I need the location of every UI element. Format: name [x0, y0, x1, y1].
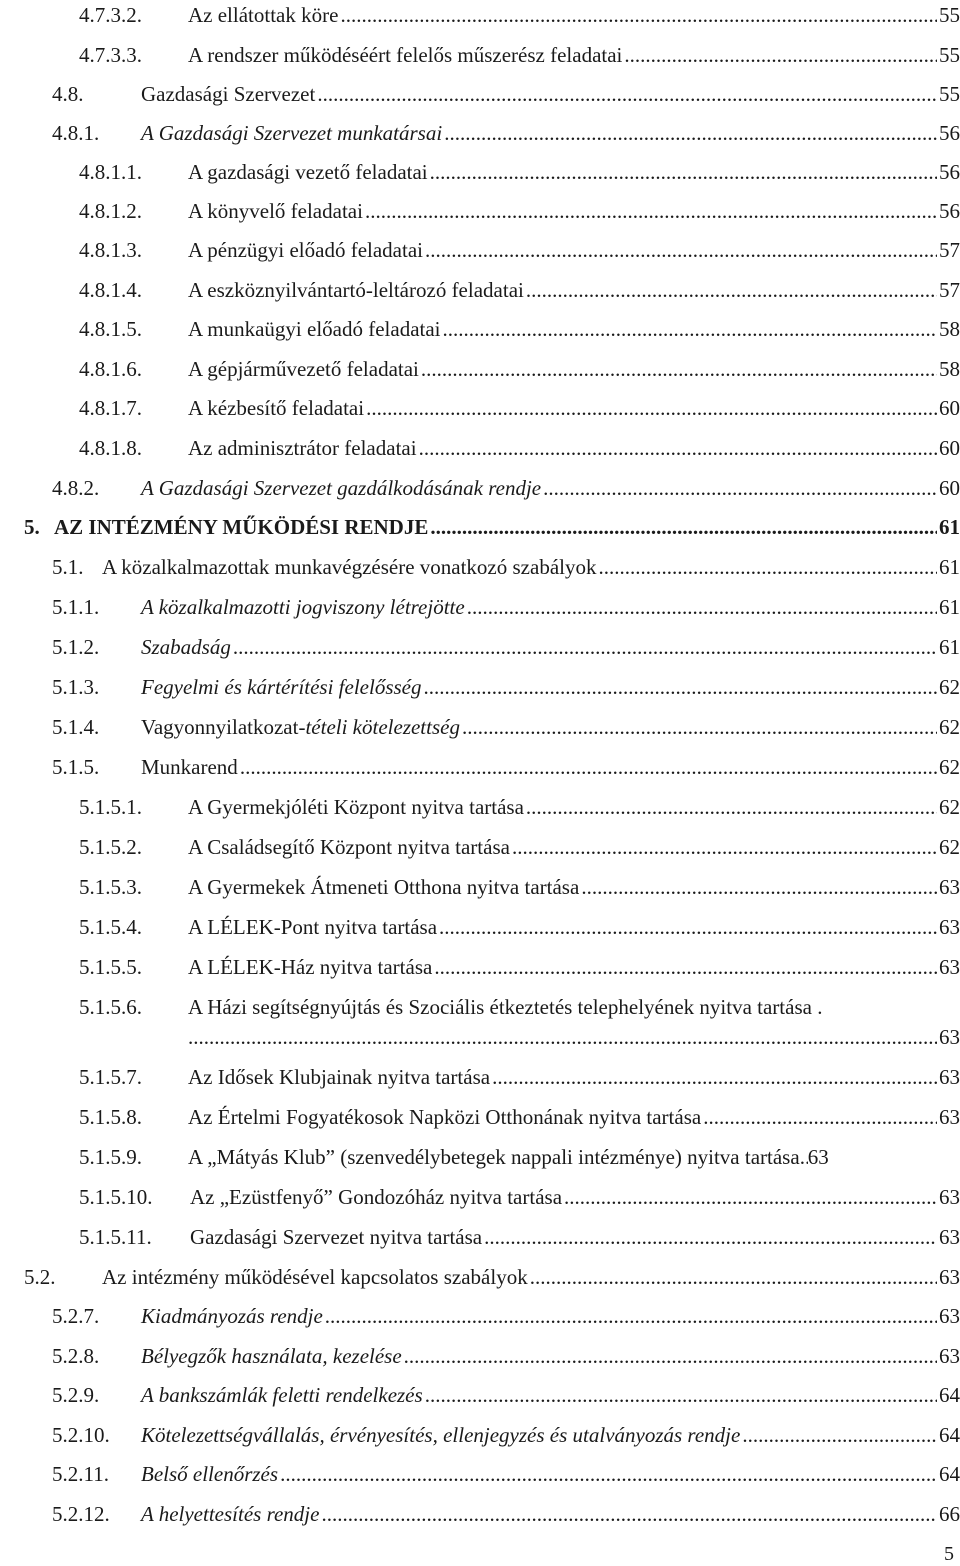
toc-entry-page: 57 — [939, 238, 960, 262]
toc-leader-dots — [365, 196, 937, 226]
toc-entry[interactable] — [0, 1102, 960, 1132]
toc-entry[interactable] — [0, 592, 960, 622]
toc-entry-line — [188, 196, 960, 226]
toc-entry-page: 60 — [939, 436, 960, 460]
toc-entry-title: A LÉLEK-Ház nyitva tartása — [188, 955, 433, 979]
toc-entry-number: 4.8.1. — [52, 121, 100, 145]
toc-entry[interactable] — [0, 1499, 960, 1529]
toc-entry[interactable] — [0, 872, 960, 902]
toc-entry-number: 4.8.2. — [52, 476, 100, 500]
toc-entry-number: 5.2.8. — [52, 1344, 100, 1368]
toc-entry-line — [102, 1262, 960, 1292]
toc-leader-dots — [703, 1102, 937, 1132]
toc-entry-line — [141, 1341, 960, 1371]
toc-entry[interactable] — [0, 1341, 960, 1371]
toc-entry[interactable] — [0, 79, 960, 109]
toc-entry-page: 64 — [939, 1462, 960, 1486]
toc-entry-title: A LÉLEK-Pont nyitva tartása — [188, 915, 438, 939]
toc-entry-number: 5.1.5.10. — [79, 1185, 153, 1209]
toc-entry-page: 63 — [939, 1185, 960, 1209]
toc-entry-page: 63 — [939, 1344, 960, 1368]
toc-entry[interactable] — [0, 473, 960, 503]
toc-entry-title: AZ INTÉZMÉNY MŰKÖDÉSI RENDJE — [54, 515, 429, 539]
toc-entry[interactable] — [0, 632, 960, 662]
toc-entry-number: 5.1.5. — [52, 755, 100, 779]
toc-entry-page: 56 — [939, 121, 960, 145]
toc-entry[interactable] — [0, 235, 960, 265]
toc-entry-number: 5.1.5.2. — [79, 835, 142, 859]
toc-entry-line — [141, 752, 960, 782]
toc-leader-dots — [462, 712, 937, 742]
toc-leader-dots — [240, 752, 937, 782]
toc-entry-line — [141, 1459, 960, 1489]
toc-leader-dots — [424, 672, 938, 702]
toc-entry-number: 5.1.3. — [52, 675, 100, 699]
toc-entry-title: Bélyegzők használata, kezelése — [141, 1344, 402, 1368]
toc-entry-page: 60 — [939, 396, 960, 420]
toc-entry[interactable] — [0, 672, 960, 702]
toc-leader-dots — [543, 473, 937, 503]
toc-entry-line — [54, 512, 960, 542]
toc-entry-page: 62 — [939, 795, 960, 819]
toc-entry-page: 61 — [939, 515, 960, 539]
toc-entry[interactable] — [0, 1262, 960, 1292]
toc-entry-line — [188, 40, 960, 70]
toc-entry-number: 4.8. — [52, 82, 84, 106]
toc-entry-title: A kézbesítő feladatai — [188, 396, 365, 420]
toc-entry-line — [188, 1062, 960, 1092]
toc-entry-line — [188, 275, 960, 305]
toc-entry[interactable] — [0, 912, 960, 942]
toc-entry-line — [141, 672, 960, 702]
toc-entry-title: A „Mátyás Klub” (szenvedélybetegek nappali intézménye) nyitva tartása — [188, 1145, 800, 1169]
toc-entry-title-part: Vagyonnyilatkozat- — [141, 715, 306, 739]
toc-leader-dots — [421, 354, 937, 384]
toc-entry-line — [188, 393, 960, 423]
toc-entry-line — [141, 1380, 960, 1410]
toc-entry-number: 5.2.9. — [52, 1383, 100, 1407]
toc-entry-title: A pénzügyi előadó feladatai — [188, 238, 423, 262]
toc-entry-number: 5.1.5.6. — [79, 995, 142, 1019]
toc-entry-number: 5.1.1. — [52, 595, 100, 619]
toc-leader-dots — [280, 1459, 937, 1489]
toc-entry[interactable] — [0, 752, 960, 782]
toc-entry-title: Szabadság — [141, 635, 231, 659]
toc-entry-page: 63 — [939, 955, 960, 979]
toc-entry-title: Gazdasági Szervezet — [141, 82, 316, 106]
toc-entry-number: 4.8.1.6. — [79, 357, 142, 381]
toc-entry-line — [141, 712, 960, 742]
toc-entry-line — [188, 235, 960, 265]
toc-entry-title: A közalkalmazottak munkavégzésére vonatkozó szabályok — [102, 555, 597, 579]
toc-leader-dots — [434, 952, 937, 982]
toc-entry-title: A Családsegítő Központ nyitva tartása — [188, 835, 510, 859]
toc-entry-number: 4.8.1.2. — [79, 199, 142, 223]
toc-entry[interactable] — [0, 712, 960, 742]
toc-entry-number: 5.1.5.9. — [79, 1145, 142, 1169]
toc-entry-page: 60 — [939, 476, 960, 500]
toc-entry[interactable] — [0, 40, 960, 70]
toc-entry-line — [188, 0, 960, 30]
toc-entry-page: 63 — [939, 1105, 960, 1129]
toc-entry[interactable] — [0, 792, 960, 822]
toc-leader-dots — [512, 832, 937, 862]
toc-entry[interactable] — [0, 1459, 960, 1489]
toc-entry[interactable] — [0, 1142, 960, 1172]
toc-leader-dots — [443, 314, 937, 344]
toc-leader-dots — [366, 393, 937, 423]
toc-entry-number: 5.2.11. — [52, 1462, 109, 1486]
toc-entry-line — [188, 157, 960, 187]
toc-entry[interactable] — [0, 1182, 960, 1212]
toc-entry-line — [188, 912, 960, 942]
toc-entry-title: A Házi segítségnyújtás és Szociális étkeztetés telephelyének nyitva tartása . — [188, 995, 823, 1019]
toc-leader-dots — [598, 552, 937, 582]
toc-entry-number: 4.8.1.1. — [79, 160, 142, 184]
toc-entry-title: A bankszámlák feletti rendelkezés — [141, 1383, 423, 1407]
toc-entry-page: 63 — [939, 1225, 960, 1249]
toc-entry-title: Fegyelmi és kártérítési felelősség — [141, 675, 422, 699]
toc-entry[interactable] — [0, 275, 960, 305]
toc-leader-dots — [425, 235, 937, 265]
toc-entry-page: 63 — [807, 1145, 829, 1169]
toc-entry-line — [141, 79, 960, 109]
toc-entry-line — [188, 792, 960, 822]
toc-leader-dots — [526, 792, 937, 822]
toc-leader-dots — [419, 433, 937, 463]
toc-entry-title: Az „Ezüstfenyő” Gondozóház nyitva tartása — [190, 1185, 563, 1209]
toc-leader-dots — [624, 40, 937, 70]
toc-entry-page: 57 — [939, 278, 960, 302]
toc-entry-page: 61 — [939, 595, 960, 619]
toc-entry-title: A helyettesítés rendje — [141, 1502, 320, 1526]
toc-entry-number: 4.8.1.4. — [79, 278, 142, 302]
toc-entry-number: 4.8.1.3. — [79, 238, 142, 262]
toc-entry-line — [102, 552, 960, 582]
toc-entry-page: 62 — [939, 675, 960, 699]
toc-leader-dots — [484, 1222, 937, 1252]
toc-entry-title: Kiadmányozás rendje — [141, 1304, 323, 1328]
toc-leader-dots — [800, 1142, 808, 1172]
toc-leader-dots — [321, 1499, 937, 1529]
toc-entry-title: A gazdasági vezető feladatai — [188, 160, 428, 184]
toc-entry-page: 63 — [939, 915, 960, 939]
toc-leader-dots — [430, 157, 937, 187]
toc-leader-dots — [425, 1380, 937, 1410]
toc-entry[interactable] — [0, 832, 960, 862]
toc-entry[interactable] — [0, 433, 960, 463]
toc-entry-number: 5.1.4. — [52, 715, 100, 739]
toc-entry-line — [188, 952, 960, 982]
toc-entry-number: 4.8.1.8. — [79, 436, 142, 460]
toc-entry-number: 4.7.3.2. — [79, 3, 142, 27]
toc-entry-page: 55 — [939, 43, 960, 67]
toc-entry-page: 63 — [939, 1065, 960, 1089]
toc-entry-line — [141, 1499, 960, 1529]
toc-entry-page: 61 — [939, 635, 960, 659]
toc-entry-title: Az ellátottak köre — [188, 3, 339, 27]
toc-entry[interactable] — [0, 552, 960, 582]
toc-entry-title — [141, 712, 460, 742]
toc-entry-line — [190, 1222, 960, 1252]
toc-entry[interactable] — [0, 1301, 960, 1331]
toc-entry-title: Az Idősek Klubjainak nyitva tartása — [188, 1065, 491, 1089]
toc-leader-dots — [340, 0, 937, 30]
toc-entry-title: A Gyermekjóléti Központ nyitva tartása — [188, 795, 524, 819]
toc-entry-line — [188, 832, 960, 862]
toc-entry-line — [190, 1182, 960, 1212]
toc-entry-page: 61 — [939, 555, 960, 579]
toc-entry-page: 55 — [939, 82, 960, 106]
toc-entry-title: Belső ellenőrzés — [141, 1462, 279, 1486]
toc-entry-page: 63 — [939, 1304, 960, 1328]
toc-entry-number: 5.2.7. — [52, 1304, 100, 1328]
toc-entry[interactable] — [0, 1222, 960, 1252]
toc-leader-dots — [564, 1182, 937, 1212]
toc-entry-number: 5.2.12. — [52, 1502, 110, 1526]
toc-entry-number: 5. — [24, 515, 40, 539]
toc-entry-page: 64 — [939, 1383, 960, 1407]
toc-entry-line — [188, 1102, 960, 1132]
toc-entry-line — [188, 354, 960, 384]
toc-entry-title: A eszköznyilvántartó-leltározó feladatai — [188, 278, 524, 302]
toc-entry-title: Munkarend — [141, 755, 238, 779]
toc-entry-chapter[interactable] — [0, 512, 960, 542]
toc-entry[interactable] — [0, 1380, 960, 1410]
toc-leader-dots — [317, 79, 937, 109]
toc-leader-dots — [325, 1301, 937, 1331]
toc-entry-number: 5.1.5.7. — [79, 1065, 142, 1089]
toc-leader-dots — [404, 1341, 937, 1371]
toc-entry-number: 5.1. — [52, 555, 84, 579]
toc-entry-line — [188, 433, 960, 463]
toc-entry-line — [188, 872, 960, 902]
toc-entry-line — [141, 118, 960, 148]
toc-entry-line — [188, 1142, 960, 1172]
toc-entry-page: 56 — [939, 199, 960, 223]
toc-entry-number: 5.1.5.8. — [79, 1105, 142, 1129]
toc-entry-number: 4.7.3.3. — [79, 43, 142, 67]
toc-entry-title: A gépjárművezető feladatai — [188, 357, 419, 381]
toc-entry-line — [141, 632, 960, 662]
toc-entry-page: 64 — [939, 1423, 960, 1447]
toc-entry[interactable] — [0, 314, 960, 344]
toc-entry[interactable] — [0, 354, 960, 384]
toc-entry-line — [188, 1022, 960, 1052]
toc-entry-number: 5.1.5.11. — [79, 1225, 152, 1249]
toc-entry-number: 5.1.2. — [52, 635, 100, 659]
toc-leader-dots — [439, 912, 937, 942]
toc-entry-page: 63 — [939, 1265, 960, 1289]
toc-entry-title: Az intézmény működésével kapcsolatos szabályok — [102, 1265, 528, 1289]
toc-entry-line — [141, 592, 960, 622]
toc-entry-title: Gazdasági Szervezet nyitva tartása — [190, 1225, 483, 1249]
toc-entry-title: A Gyermekek Átmeneti Otthona nyitva tartása — [188, 875, 580, 899]
toc-entry-title-part: tételi kötelezettség — [305, 715, 460, 739]
toc-entry[interactable] — [0, 952, 960, 982]
toc-leader-dots — [233, 632, 937, 662]
toc-entry-number: 5.2.10. — [52, 1423, 110, 1447]
page-number: 5 — [944, 1543, 954, 1565]
toc-entry-page: 56 — [939, 160, 960, 184]
toc-entry[interactable] — [0, 157, 960, 187]
toc-entry-line — [188, 314, 960, 344]
toc-leader-dots — [581, 872, 937, 902]
toc-entry-page: 62 — [939, 715, 960, 739]
toc-entry[interactable] — [0, 1062, 960, 1092]
toc-entry-line — [141, 1420, 960, 1450]
toc-entry-title: A Gazdasági Szervezet munkatársai — [141, 121, 443, 145]
toc-entry-title: Kötelezettségvállalás, érvényesítés, ellenjegyzés és utalványozás rendje — [141, 1423, 741, 1447]
toc-entry-page: 55 — [939, 3, 960, 27]
toc-entry-number: 5.1.5.1. — [79, 795, 142, 819]
toc-entry-number: 5.1.5.4. — [79, 915, 142, 939]
toc-leader-dots — [467, 592, 937, 622]
toc-entry-title: A könyvelő feladatai — [188, 199, 363, 223]
toc-leader-dots — [430, 512, 937, 542]
toc-entry-number: 4.8.1.5. — [79, 317, 142, 341]
toc-entry-title: A Gazdasági Szervezet gazdálkodásának rendje — [141, 476, 542, 500]
toc-entry-page: 63 — [939, 1025, 960, 1049]
toc-leader-dots — [526, 275, 937, 305]
toc-entry[interactable] — [0, 393, 960, 423]
toc-entry[interactable] — [0, 1420, 960, 1450]
toc-entry-number: 5.1.5.3. — [79, 875, 142, 899]
toc-leader-dots — [188, 1022, 937, 1052]
toc-entry[interactable] — [0, 196, 960, 226]
toc-entry-title: A rendszer működéséért felelős műszerész feladatai — [188, 43, 623, 67]
toc-entry-title: Az adminisztrátor feladatai — [188, 436, 417, 460]
toc-entry[interactable] — [0, 992, 960, 1062]
toc-entry-page: 58 — [939, 357, 960, 381]
toc-entry-number: 5.1.5.5. — [79, 955, 142, 979]
toc-entry-title: A közalkalmazotti jogviszony létrejötte — [141, 595, 465, 619]
toc-leader-dots — [530, 1262, 937, 1292]
toc-entry-title: Az Értelmi Fogyatékosok Napközi Otthonának nyitva tartása — [188, 1105, 702, 1129]
toc-entry-page: 62 — [939, 835, 960, 859]
toc-entry-line — [141, 1301, 960, 1331]
toc-entry-line — [141, 473, 960, 503]
toc-leader-dots — [444, 118, 937, 148]
toc-entry[interactable] — [0, 0, 960, 30]
toc-entry-title: A munkaügyi előadó feladatai — [188, 317, 441, 341]
toc-leader-dots — [492, 1062, 937, 1092]
toc-entry-number: 4.8.1.7. — [79, 396, 142, 420]
toc-entry-page: 62 — [939, 755, 960, 779]
toc-entry[interactable] — [0, 118, 960, 148]
toc-entry-page: 58 — [939, 317, 960, 341]
toc-entry-number: 5.2. — [24, 1265, 56, 1289]
toc-entry-page: 63 — [939, 875, 960, 899]
toc-entry-page: 66 — [939, 1502, 960, 1526]
toc-leader-dots — [742, 1420, 937, 1450]
